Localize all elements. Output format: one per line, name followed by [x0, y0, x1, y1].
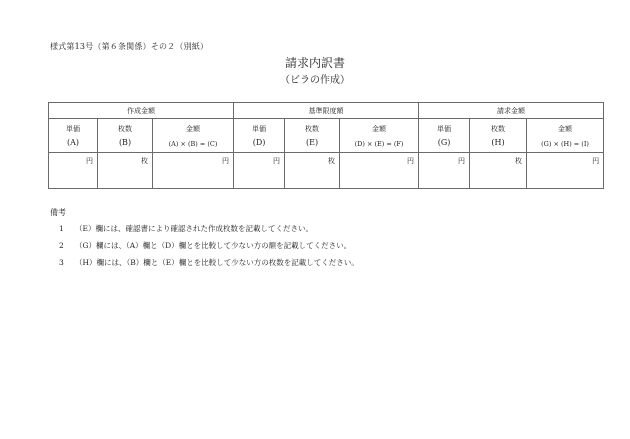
column-label: 枚数 — [491, 125, 506, 133]
note-text: （E）欄には、確認書により確認された作成枚数を記載してください。 — [75, 224, 313, 233]
unit-label: 円 — [273, 157, 281, 165]
unit-label: 枚 — [141, 157, 148, 165]
column-symbol: (B) — [118, 138, 132, 147]
unit-label: 円 — [407, 157, 415, 165]
notes-heading: 備考 — [50, 208, 66, 217]
column-label: 金額 — [558, 125, 573, 133]
form-number: 様式第13号（第６条関係）その２（別紙） — [50, 42, 209, 51]
unit-label: 枚 — [328, 157, 336, 165]
note-number: 2 — [59, 241, 64, 250]
column-formula: (A) × (B) = (C) — [168, 140, 218, 148]
value-cell-amount-f[interactable] — [340, 153, 419, 189]
value-cell-count-b[interactable] — [98, 153, 153, 189]
note-item — [59, 257, 359, 268]
unit-label: 円 — [458, 157, 466, 165]
column-label: 枚数 — [305, 125, 320, 133]
column-symbol: (E) — [305, 138, 319, 147]
column-header-cell — [340, 119, 419, 153]
column-formula: (D) × (E) = (F) — [354, 140, 404, 148]
column-header-cell — [527, 119, 604, 153]
column-symbol: (H) — [491, 138, 505, 147]
note-number: 3 — [59, 258, 64, 267]
unit-label: 円 — [222, 157, 230, 165]
column-label: 枚数 — [118, 125, 132, 133]
column-header-cell — [98, 119, 153, 153]
column-label: 単価 — [252, 125, 267, 133]
unit-label: 円 — [592, 157, 600, 165]
column-formula: (G) × (H) = (I) — [541, 140, 589, 148]
breakdown-table — [48, 102, 604, 189]
value-cell-count-e[interactable] — [285, 153, 340, 189]
column-symbol: (A) — [66, 138, 80, 147]
column-header-cell — [470, 119, 527, 153]
group-header-claim-amount: 請求金額 — [419, 103, 604, 119]
value-cell-amount-i[interactable] — [527, 153, 604, 189]
value-cell-unit-price-d[interactable] — [234, 153, 285, 189]
column-symbol: (D) — [252, 138, 266, 147]
column-label: 金額 — [186, 125, 201, 133]
column-header-cell — [285, 119, 340, 153]
column-header-cell — [419, 119, 470, 153]
note-item — [59, 223, 313, 234]
note-number: 1 — [59, 224, 64, 233]
column-label: 単価 — [437, 125, 452, 133]
column-header-cell — [49, 119, 98, 153]
unit-label: 円 — [86, 157, 93, 165]
group-header-standard-limit: 基準限度額 — [234, 103, 419, 119]
column-header-cell — [153, 119, 234, 153]
column-label: 金額 — [372, 125, 387, 133]
column-symbol: (G) — [437, 138, 451, 147]
note-item — [59, 240, 351, 251]
value-cell-amount-c[interactable] — [153, 153, 234, 189]
document-subtitle: （ビラの作成） — [280, 75, 350, 86]
note-text: （H）欄には、（B）欄と（E）欄とを比較して少ない方の枚数を記載してください。 — [75, 258, 359, 267]
group-header-creation-amount: 作成金額 — [49, 103, 234, 119]
document-title: 請求内訳書 — [284, 56, 345, 70]
note-text: （G）欄には、（A）欄と（D）欄とを比較して少ない方の額を記載してください。 — [75, 241, 352, 250]
unit-label: 枚 — [515, 157, 523, 165]
value-cell-count-h[interactable] — [470, 153, 527, 189]
column-header-cell — [234, 119, 285, 153]
value-cell-unit-price-a[interactable] — [49, 153, 98, 189]
value-cell-unit-price-g[interactable] — [419, 153, 470, 189]
column-label: 単価 — [66, 125, 80, 133]
